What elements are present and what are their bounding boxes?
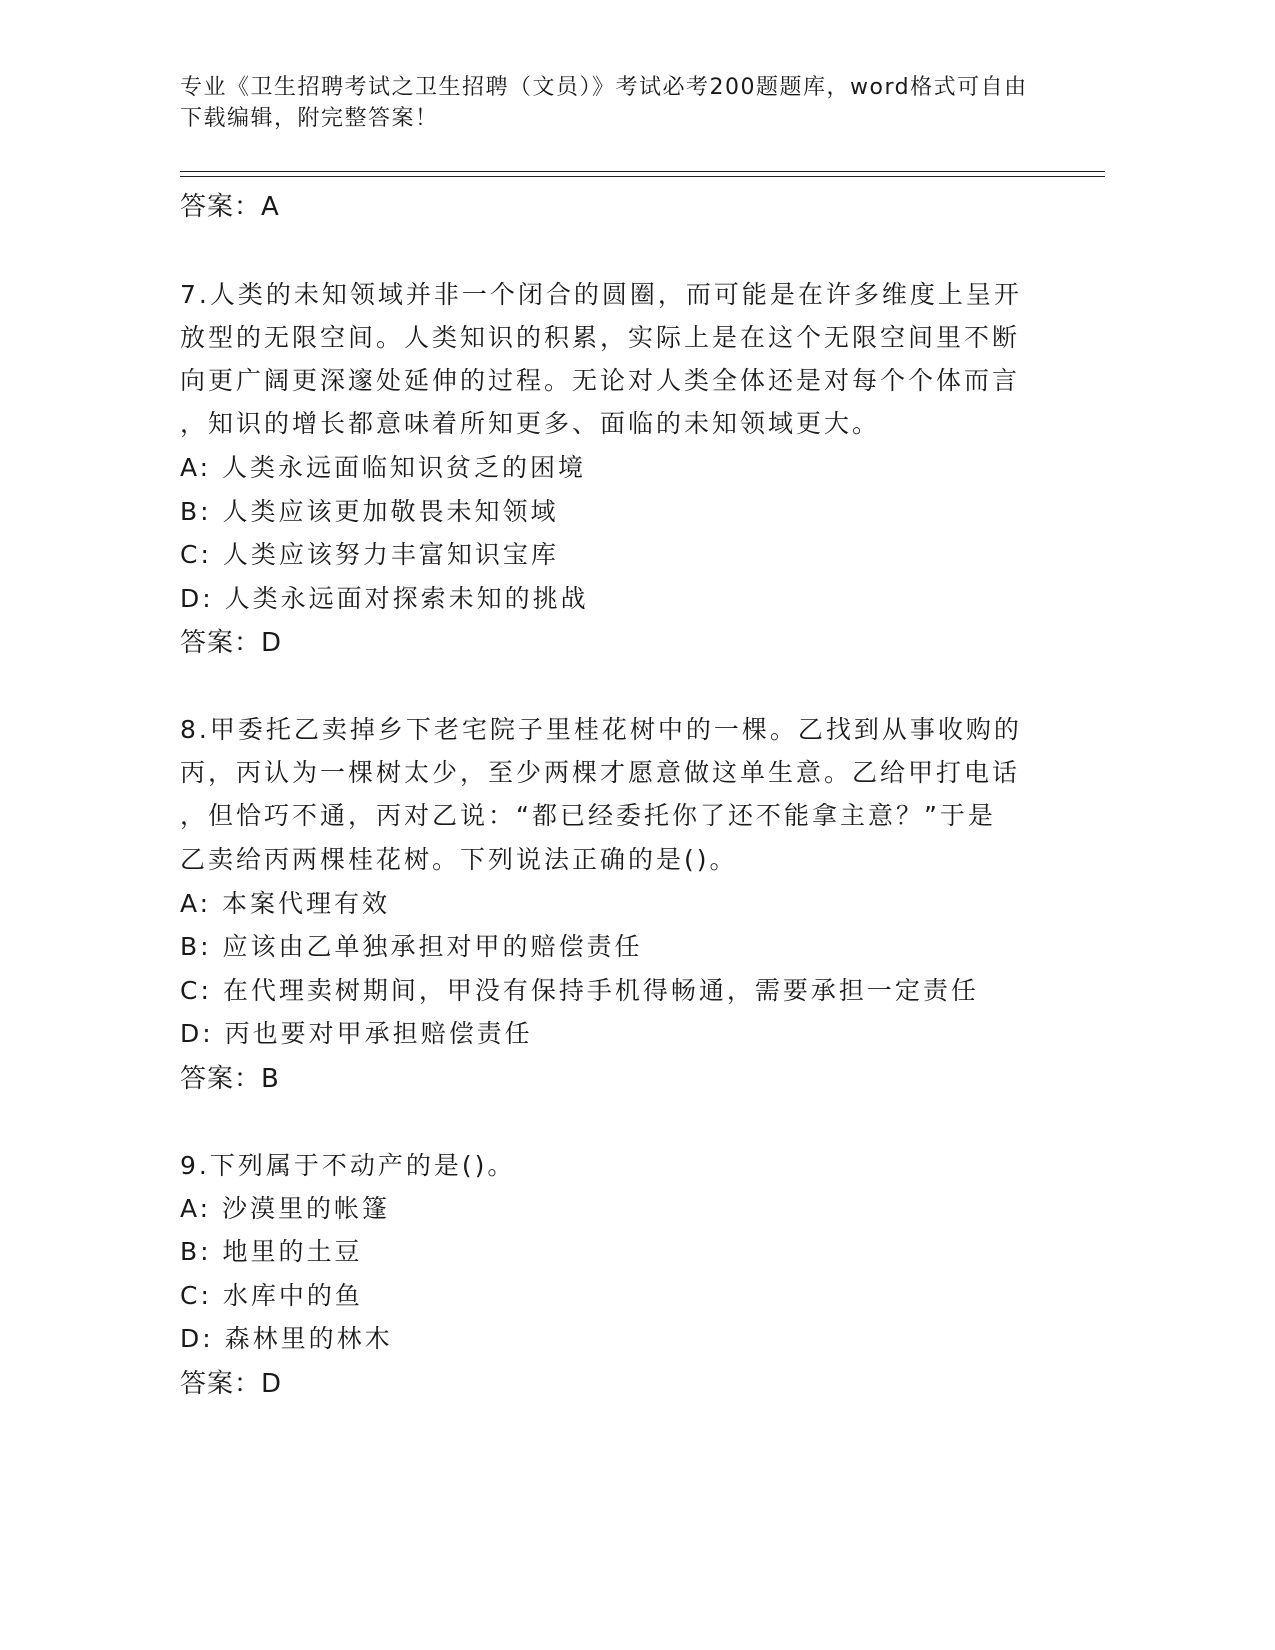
question-text-line: 9.下列属于不动产的是()。: [180, 1151, 516, 1180]
option-d: D: 丙也要对甲承担赔偿责任: [180, 1019, 533, 1048]
question-text-line: 8.甲委托乙卖掉乡下老宅院子里桂花树中的一棵。乙找到从事收购的: [180, 715, 1022, 744]
option-a: A: 本案代理有效: [180, 889, 391, 918]
answer-label: 答案：B: [180, 1064, 280, 1094]
option-c: C: 在代理卖树期间，甲没有保持手机得畅通，需要承担一定责任: [180, 976, 979, 1005]
question-text-line: 7.人类的未知领域并非一个闭合的圆圈，而可能是在许多维度上呈开: [180, 280, 1022, 309]
question-text-line: 放型的无限空间。人类知识的积累，实际上是在这个无限空间里不断: [180, 323, 1021, 352]
option-b: B: 应该由乙单独承担对甲的赔偿责任: [180, 932, 643, 961]
option-b: B: 地里的土豆: [180, 1237, 363, 1266]
question-text-line: 丙，丙认为一棵树太少，至少两棵才愿意做这单生意。乙给甲打电话: [180, 758, 1021, 787]
option-d: D: 人类永远面对探索未知的挑战: [180, 584, 589, 613]
option-a: A: 沙漠里的帐篷: [180, 1194, 391, 1223]
previous-answer: 答案：A: [180, 192, 280, 222]
header-divider-top: [180, 171, 1105, 172]
option-b: B: 人类应该更加敬畏未知领域: [180, 497, 559, 526]
answer-label: 答案：D: [180, 1369, 283, 1399]
answer-label: 答案：D: [180, 628, 283, 658]
option-a: A: 人类永远面临知识贫乏的困境: [180, 453, 587, 482]
option-c: C: 水库中的鱼: [180, 1281, 363, 1310]
question-text-line: ，知识的增长都意味着所知更多、面临的未知领域更大。: [180, 409, 881, 438]
header-text: 专业《卫生招聘考试之卫生招聘（文员）》考试必考200题题库，word格式可自由下载编辑，附完整答案！: [180, 75, 1028, 131]
header-divider-bottom: [180, 176, 1105, 177]
question-text-line: ，但恰巧不通，丙对乙说：“都已经委托你了还不能拿主意？”于是: [180, 801, 996, 830]
document-header: [180, 72, 1040, 134]
option-c: C: 人类应该努力丰富知识宝库: [180, 540, 559, 569]
option-d: D: 森林里的林木: [180, 1324, 393, 1353]
question-text-line: 向更广阔更深邃处延伸的过程。无论对人类全体还是对每个个体而言: [180, 366, 1021, 395]
question-text-line: 乙卖给丙两棵桂花树。下列说法正确的是()。: [180, 845, 738, 874]
